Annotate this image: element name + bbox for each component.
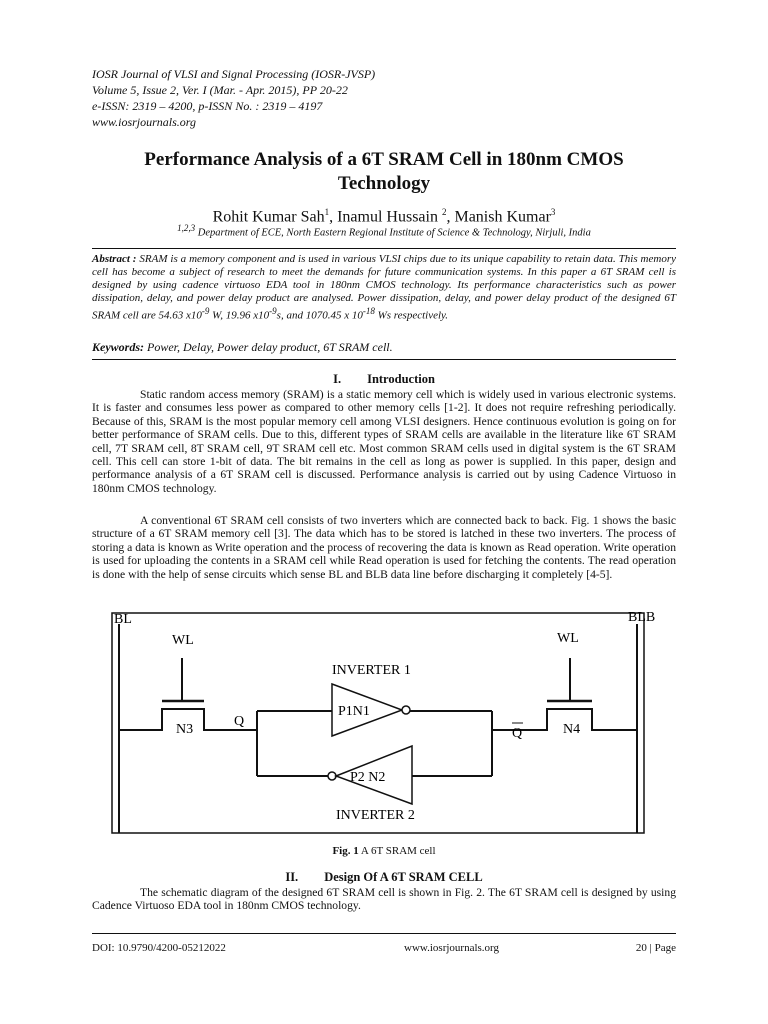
section-2-title: Design Of A 6T SRAM CELL xyxy=(324,870,483,884)
n4-label: N4 xyxy=(563,722,581,737)
abstract-text-c: s, and 1070.45 x 10 xyxy=(276,309,363,322)
journal-volume: Volume 5, Issue 2, Ver. I (Mar. - Apr. 2015), PP 20-22 xyxy=(92,83,348,97)
qbar-label: Q xyxy=(512,726,523,741)
inverter-1-label: INVERTER 1 xyxy=(332,663,411,678)
abstract-text-d: Ws respectively. xyxy=(374,309,449,322)
inverter-1-bubble xyxy=(402,706,410,714)
figure-1-sram-schematic xyxy=(92,606,682,838)
keywords-text: Power, Delay, Power delay product, 6T SRAM cell. xyxy=(144,340,393,354)
affiliation-sup: 1,2,3 xyxy=(177,223,196,233)
footer-page: 20 | Page xyxy=(635,942,676,954)
figure-1-caption xyxy=(92,845,676,857)
bl-label: BL xyxy=(114,612,132,627)
author-2-sup: 2 xyxy=(441,207,447,217)
journal-name: IOSR Journal of VLSI and Signal Processing (IOSR-JVSP) xyxy=(92,67,376,81)
keywords-label: Keywords: xyxy=(92,340,144,354)
journal-url[interactable]: www.iosrjournals.org xyxy=(92,115,197,129)
wl-left-label: WL xyxy=(172,633,194,648)
abstract-text-a: SRAM is a memory component and is used in various VLSI chips due to its unique capability to retain data. This memory cell has become a subject of research to meet the demands for future communication systems. In this paper a 6T SRAM cell is designed by using cadence virtuoso EDA tool in 180nm CMOS technology. Its performance characteristics such as power dissipation, delay, and power delay product are analysed. Power dissipation, delay, and power delay product of the designed 6T SRAM cell are 54.63 x10 xyxy=(92,253,676,322)
wl-right-label: WL xyxy=(557,631,579,646)
abstract-sup-2: -9 xyxy=(269,306,277,316)
footer-url[interactable]: www.iosrjournals.org xyxy=(404,942,500,954)
inverter-2-devices: P2 N2 xyxy=(350,770,386,785)
abstract-label: Abstract : xyxy=(92,253,137,265)
abstract xyxy=(92,248,676,323)
journal-issn: e-ISSN: 2319 – 4200, p-ISSN No. : 2319 – 4197 xyxy=(92,99,323,113)
author-3: Manish Kumar xyxy=(454,208,551,226)
design-paragraph-1: The schematic diagram of the designed 6T SRAM cell is shown in Fig. 2. The 6T SRAM cell is designed by using Cadence Virtuoso EDA tool in 180nm CMOS technology. xyxy=(92,886,676,913)
abstract-text-b: W, 19.96 x10 xyxy=(209,309,270,322)
author-1-sup: 1 xyxy=(324,207,330,217)
author-3-sup: 3 xyxy=(550,207,556,217)
caption-label: Fig. 1 xyxy=(332,845,359,857)
intro-paragraph-2: A conventional 6T SRAM cell consists of two inverters which are connected back to back. Fig. 1 shows the basic structure of a 6T SRAM memory cell [3]. The data which has to be stored is latched in these two inverters. The process of storing a data is known as Write operation and the process of recovering the data is known as Read operation. Write operation is used for uploading the contents in a SRAM cell while Read operation is used for fetching the contents. The read operation is done with the help of sense circuits which sense BL and BLB data line before discharging it completely [4-5]. xyxy=(92,514,676,581)
keywords xyxy=(92,340,676,360)
paper-title xyxy=(60,148,708,196)
section-2-number: II. xyxy=(285,870,299,884)
affiliation xyxy=(40,223,728,239)
blb-label: BLB xyxy=(628,610,656,625)
abstract-sup-3: -18 xyxy=(362,306,375,316)
author-2: Inamul Hussain xyxy=(337,208,442,226)
section-1-number: I. xyxy=(333,372,342,386)
footer-doi: DOI: 10.9790/4200-05212022 xyxy=(92,942,226,954)
abstract-sup-1: -9 xyxy=(201,306,210,316)
page-footer xyxy=(92,933,676,954)
n3-label: N3 xyxy=(176,722,194,737)
section-1-heading xyxy=(92,372,676,387)
section-2-heading xyxy=(92,870,676,885)
inverter-1-devices: P1N1 xyxy=(338,704,370,719)
title-line-1: Performance Analysis of a 6T SRAM Cell in 180nm CMOS xyxy=(144,149,624,170)
caption-text: A 6T SRAM cell xyxy=(358,845,436,857)
intro-paragraph-1: Static random access memory (SRAM) is a static memory cell which is widely used in various electronic systems. It is faster and consumes less power as compared to other memory cells [1-2]. It does not require refreshing periodically. Because of this, SRAM is the most popular memory cell among VLSI designers. Hence continuous evolution is going on for better performance of SRAM cells. Due to this, different types of SRAM cells are available in the literature like 6T SRAM cell, 7T SRAM cell, 8T SRAM cell, 9T SRAM cell etc. Most common SRAM cells used in digital system is the 6T SRAM cell. This cell can store 1-bit of data. The bit remains in the cell as long as power is supplied. In this paper, design and performance analysis of a 6T SRAM cell is discussed. Performance analysis is carried out by using Cadence Virtuoso in 180nm CMOS technology. xyxy=(92,388,676,495)
author-list: Rohit Kumar Sah$^1$, Inamul Hussain $^2$, Manish Kumar$^3$ xyxy=(212,207,556,226)
section-1-title: Introduction xyxy=(367,372,435,386)
title-line-2: Technology xyxy=(337,173,431,194)
affiliation-text: Department of ECE, North Eastern Regional Institute of Science & Technology, Nirjuli, India xyxy=(195,227,591,239)
author-1: Rohit Kumar Sah xyxy=(212,208,325,226)
sram-cell-diagram xyxy=(92,606,682,838)
q-label: Q xyxy=(234,714,245,729)
journal-header xyxy=(92,66,375,130)
inverter-2-label: INVERTER 2 xyxy=(336,808,415,823)
